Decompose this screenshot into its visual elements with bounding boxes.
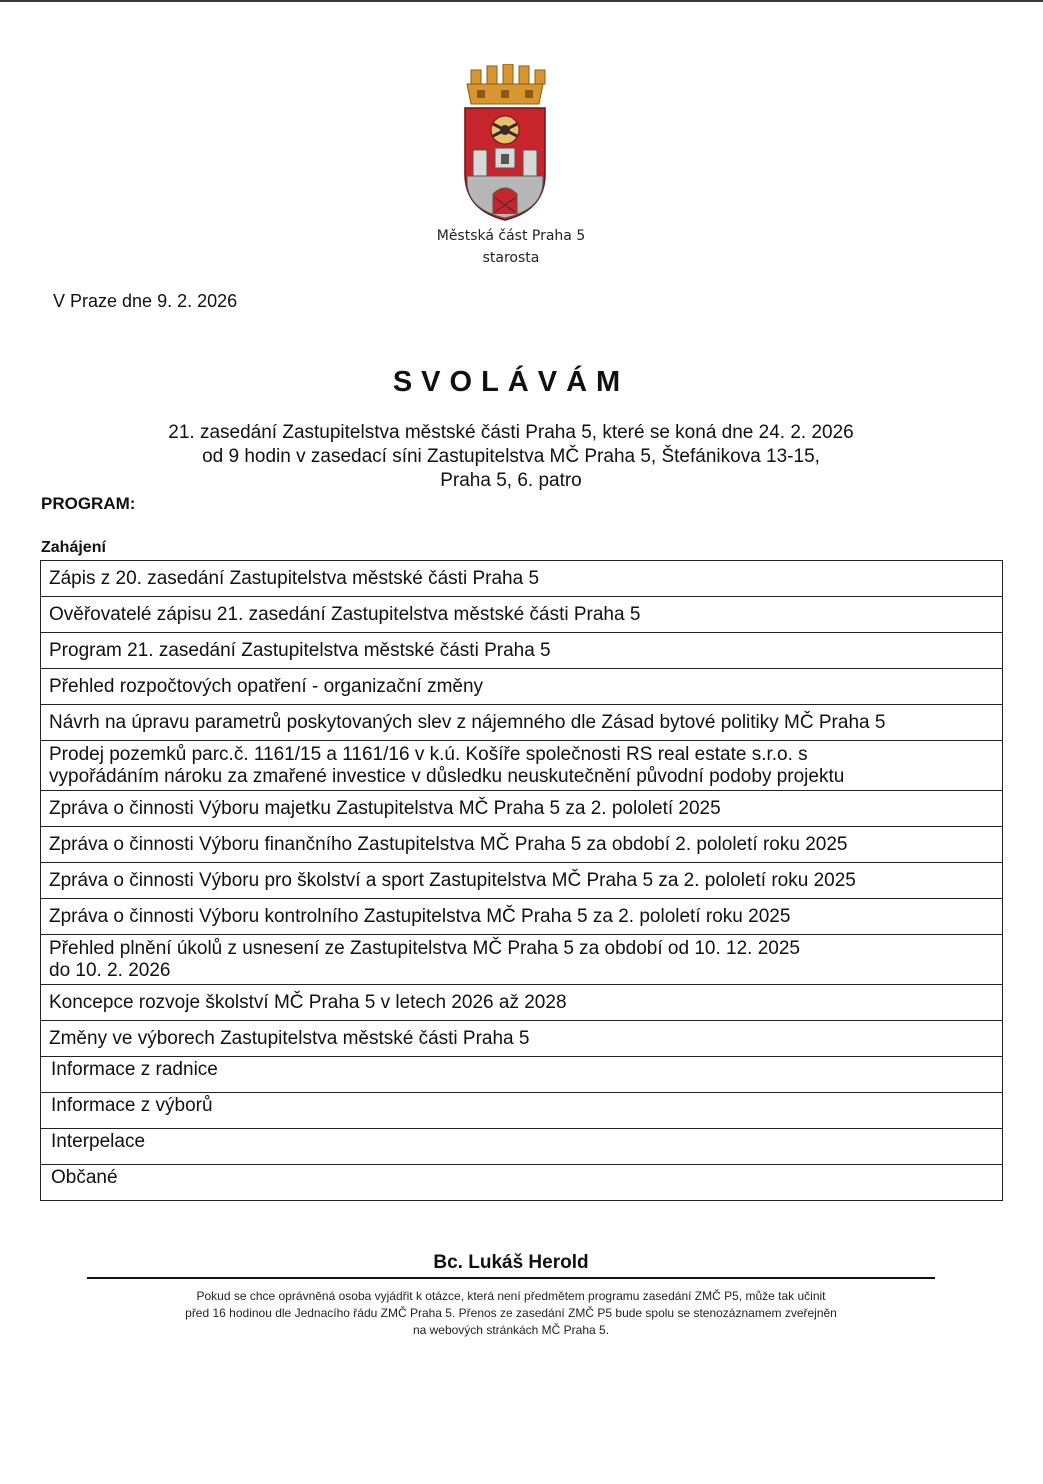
agenda-row bbox=[41, 1021, 1003, 1057]
agenda-item: Zpráva o činnosti Výboru finančního Zastupitelstva MČ Praha 5 za období 2. pololetí roku 2025 bbox=[41, 827, 1003, 863]
agenda-row bbox=[41, 705, 1003, 741]
agenda-item-line: Přehled plnění úkolů z usnesení ze Zastupitelstva MČ Praha 5 za období od 10. 12. 2025 bbox=[49, 937, 800, 959]
program-label: PROGRAM: bbox=[41, 494, 136, 513]
signature-rule bbox=[87, 1277, 935, 1279]
agenda-item: Přehled rozpočtových opatření - organizační změny bbox=[41, 669, 1003, 705]
agenda-row bbox=[41, 863, 1003, 899]
agenda-item: Interpelace bbox=[41, 1129, 1003, 1165]
agenda-row bbox=[41, 597, 1003, 633]
document-title: SVOLÁVÁM bbox=[392, 366, 630, 398]
top-rule bbox=[0, 0, 1043, 2]
agenda-row bbox=[41, 1129, 1003, 1165]
agenda-table bbox=[40, 560, 1003, 1201]
agenda-row bbox=[41, 1165, 1003, 1201]
footnote-line-1: Pokud se chce oprávněná osoba vyjádřit k otázce, která není předmětem programu zasedání ZMČ P5, může tak učinit bbox=[196, 1289, 826, 1303]
agenda-item: Zápis z 20. zasedání Zastupitelstva městské části Praha 5 bbox=[41, 561, 1003, 597]
agenda-row bbox=[41, 827, 1003, 863]
place-date: V Praze dne 9. 2. 2026 bbox=[53, 291, 238, 311]
agenda-row bbox=[41, 791, 1003, 827]
authority-name: Městská část Praha 5 bbox=[436, 228, 586, 244]
crown-icon bbox=[467, 64, 545, 104]
agenda-item: Ověřovatelé zápisu 21. zasedání Zastupitelstva městské části Praha 5 bbox=[41, 597, 1003, 633]
agenda-item: Změny ve výborech Zastupitelstva městské části Praha 5 bbox=[41, 1021, 1003, 1057]
agenda-row bbox=[41, 669, 1003, 705]
agenda-item: Občané bbox=[41, 1165, 1003, 1201]
shield-icon bbox=[465, 108, 545, 220]
coat-of-arms-icon bbox=[457, 64, 553, 224]
agenda-item: Informace z radnice bbox=[41, 1057, 1003, 1093]
agenda-item-line: do 10. 2. 2026 bbox=[49, 959, 171, 981]
agenda-item bbox=[41, 935, 1003, 985]
agenda-row bbox=[41, 633, 1003, 669]
agenda-row bbox=[41, 899, 1003, 935]
agenda-row bbox=[41, 935, 1003, 985]
agenda-item: Návrh na úpravu parametrů poskytovaných slev z nájemného dle Zásad bytové politiky MČ Praha 5 bbox=[41, 705, 1003, 741]
agenda-row bbox=[41, 985, 1003, 1021]
agenda-row bbox=[41, 561, 1003, 597]
agenda-item: Zpráva o činnosti Výboru pro školství a sport Zastupitelstva MČ Praha 5 za 2. pololetí roku 2025 bbox=[41, 863, 1003, 899]
section-label: Zahájení bbox=[41, 539, 106, 556]
agenda-item: Program 21. zasedání Zastupitelstva městské části Praha 5 bbox=[41, 633, 1003, 669]
agenda-item: Zpráva o činnosti Výboru kontrolního Zastupitelstva MČ Praha 5 za 2. pololetí roku 2025 bbox=[41, 899, 1003, 935]
footnote-line-2: před 16 hodinou dle Jednacího řádu ZMČ Praha 5. Přenos ze zasedání ZMČ P5 bude spolu se stenozáznamem zveřejněn bbox=[185, 1306, 837, 1320]
agenda-item: Informace z výborů bbox=[41, 1093, 1003, 1129]
agenda-item bbox=[41, 741, 1003, 791]
agenda-item-line: vypořádáním nároku za zmařené investice v důsledku neuskutečnění původní podoby projektu bbox=[49, 765, 845, 787]
agenda-row bbox=[41, 1057, 1003, 1093]
signatory-name: Bc. Lukáš Herold bbox=[433, 1252, 589, 1273]
intro-line-3: Praha 5, 6. patro bbox=[440, 470, 582, 491]
intro-line-2: od 9 hodin v zasedací síni Zastupitelstva MČ Praha 5, Štefánikova 13-15, bbox=[202, 446, 820, 467]
agenda-item: Zpráva o činnosti Výboru majetku Zastupitelstva MČ Praha 5 za 2. pololetí 2025 bbox=[41, 791, 1003, 827]
agenda-row bbox=[41, 741, 1003, 791]
agenda-item-line: Prodej pozemků parc.č. 1161/15 a 1161/16 v k.ú. Košíře společnosti RS real estate s.r.o. s bbox=[49, 743, 808, 765]
intro-line-1: 21. zasedání Zastupitelstva městské části Praha 5, které se koná dne 24. 2. 2026 bbox=[168, 422, 854, 443]
footnote-line-3: na webových stránkách MČ Praha 5. bbox=[412, 1323, 610, 1337]
agenda-row bbox=[41, 1093, 1003, 1129]
authority-office: starosta bbox=[482, 250, 540, 266]
agenda-item: Koncepce rozvoje školství MČ Praha 5 v letech 2026 až 2028 bbox=[41, 985, 1003, 1021]
